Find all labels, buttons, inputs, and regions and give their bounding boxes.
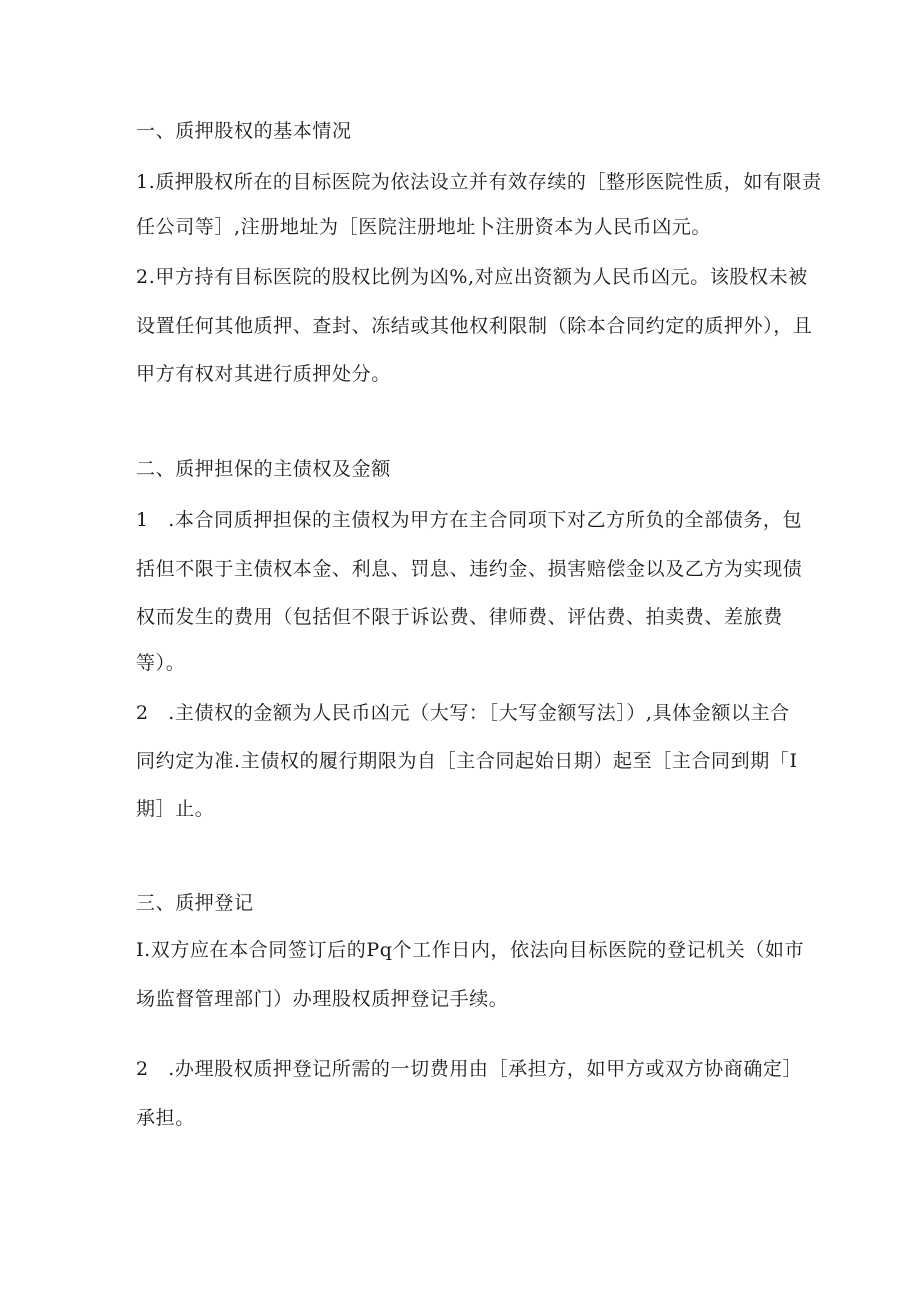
- section-3-line-2: 场监督管理部门）办理股权质押登记手续。: [136, 988, 509, 1010]
- section-2-line-1: 1 .本合同质押担保的主债权为甲方在主合同项下对乙方所负的全部债务，包: [136, 509, 803, 531]
- section-2-line-6: 同约定为准.主债权的履行期限为自［主合同起始日期）起至［主合同到期「I: [136, 750, 798, 772]
- section-2-line-7: 期］止。: [136, 798, 215, 820]
- section-3-heading: 三、质押登记: [136, 892, 254, 914]
- section-3-line-4: 承担。: [136, 1107, 195, 1129]
- section-1-line-1: 1.质押股权所在的目标医院为依法设立并有效存续的［整形医院性质，如有限责: [136, 171, 822, 193]
- section-2-line-4: 等）。: [136, 652, 186, 674]
- section-1-line-3: 2.甲方持有目标医院的股权比例为凶%,对应出资额为人民币凶元。该股权未被: [136, 266, 808, 288]
- section-2-line-5: 2 .主债权的金额为人民币凶元（大写：［大写金额写法］）,具体金额以主合: [136, 702, 790, 724]
- section-2-line-2: 括但不限于主债权本金、利息、罚息、违约金、损害赔偿金以及乙方为实现债: [136, 558, 803, 580]
- section-1-heading: 一、质押股权的基本情况: [136, 120, 352, 142]
- section-2-line-3: 权而发生的费用（包括但不限于诉讼费、律师费、评估费、拍卖费、差旅费: [136, 606, 783, 628]
- section-2-heading: 二、质押担保的主债权及金额: [136, 458, 391, 480]
- section-3-line-3: 2 .办理股权质押登记所需的一切费用由［承担方，如甲方或双方协商确定］: [136, 1058, 803, 1080]
- section-1-line-5: 甲方有权对其进行质押处分。: [136, 363, 391, 385]
- section-3-line-1: I.双方应在本合同签订后的Pq个工作日内，依法向目标医院的登记机关（如市: [136, 939, 805, 961]
- section-1-line-2: 任公司等］,注册地址为［医院注册地址卜注册资本为人民币凶元。: [136, 216, 712, 238]
- section-1-line-4: 设置任何其他质押、查封、冻结或其他权利限制（除本合同约定的质押外），且: [136, 315, 813, 337]
